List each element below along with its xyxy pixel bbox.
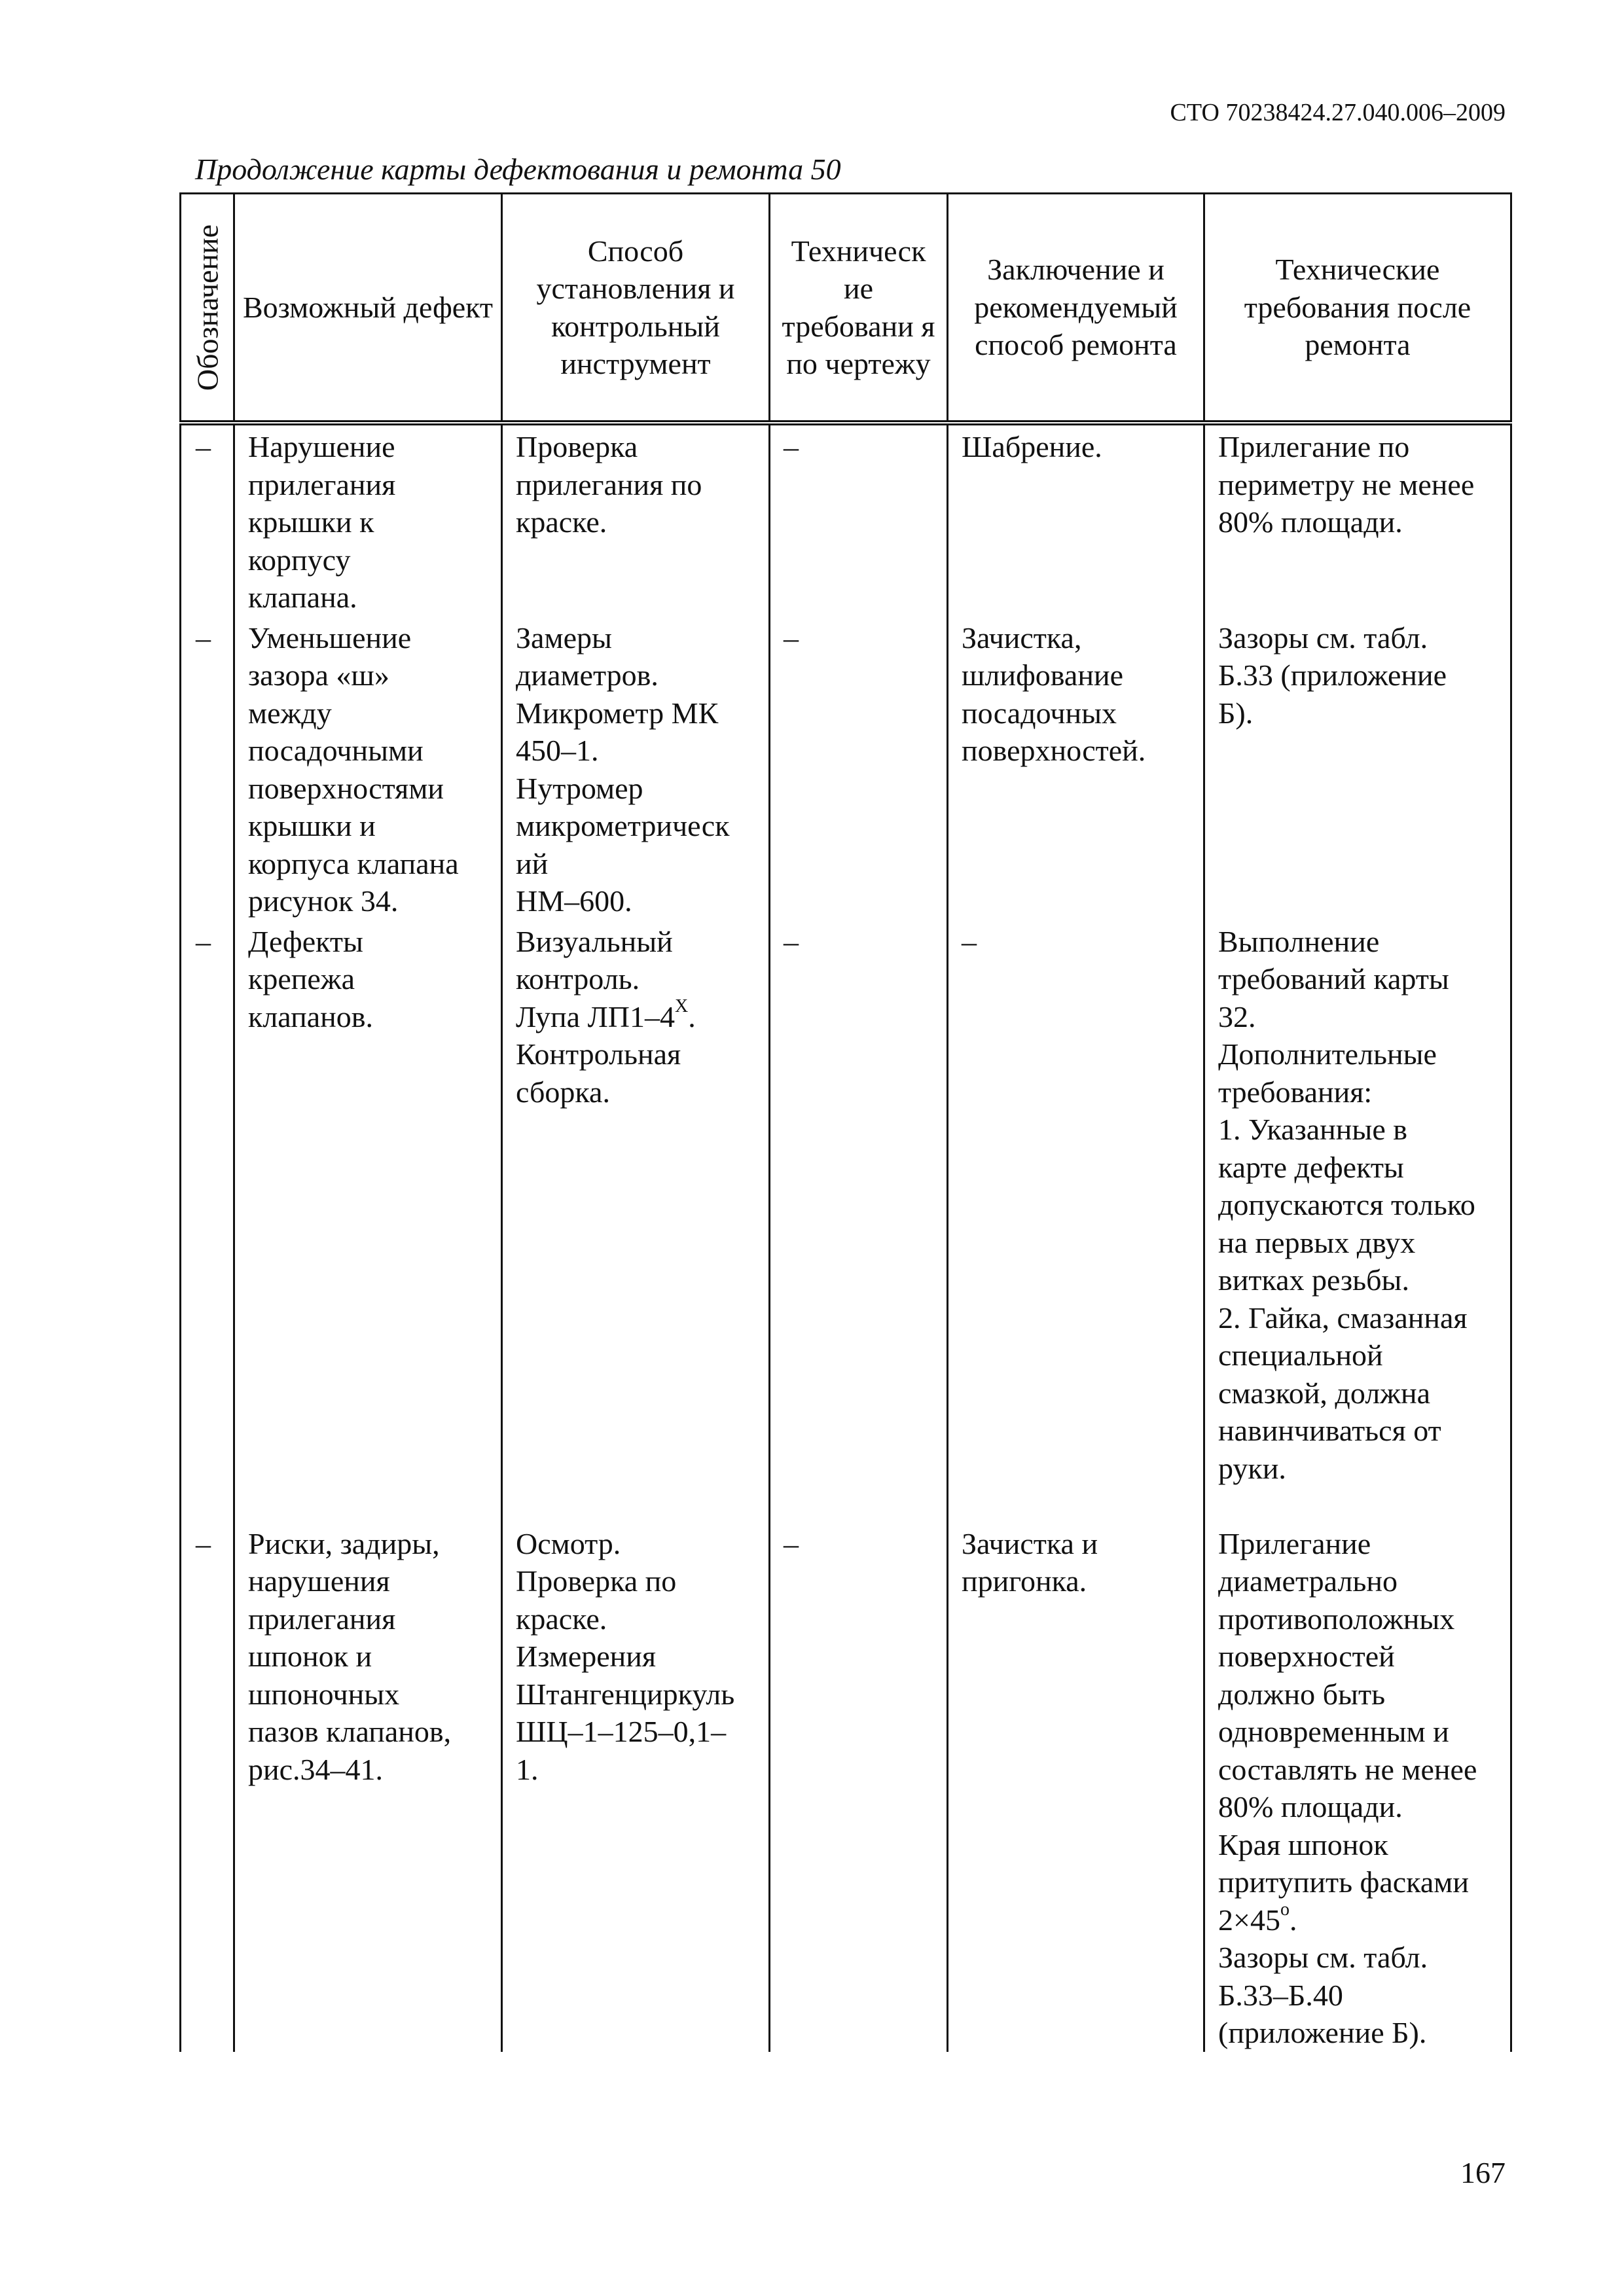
- row-defect: Риски, задиры, нарушения прилегания шпонок и шпоночных пазов клапанов, рис.34–41.: [248, 1526, 452, 1786]
- table-row: [181, 1522, 1511, 2052]
- header-after-repair: Технические требования после ремонта: [1204, 194, 1511, 423]
- row-defect: Дефекты крепежа клапанов.: [248, 924, 373, 1033]
- row-method: Проверка прилегания по краске.: [516, 430, 702, 539]
- row-after-repair: Зазоры см. табл. Б.33 (приложение Б).: [1218, 620, 1447, 730]
- header-method: Способ установления и контрольный инструмент: [502, 194, 770, 423]
- table-header-row: [181, 194, 1511, 423]
- row-drawing-requirements: –: [784, 620, 799, 655]
- table-caption: Продолжение карты дефектования и ремонта 50: [195, 152, 841, 186]
- row-repair: –: [962, 924, 977, 958]
- row-defect: Нарушение прилегания крышки к корпусу клапана.: [248, 430, 396, 614]
- row-after-repair: Выполнение требований карты 32. Дополнительные требования: 1. Указанные в карте дефекты допускаются только на первых двух витках резьбы. 2. Гайка, смазанная специальной смазкой, должна навинчиваться от руки.: [1218, 924, 1475, 1485]
- row-drawing-requirements: –: [784, 430, 799, 463]
- row-method: Осмотр. Проверка по краске. Измерения Штангенциркуль ШЦ–1–125–0,1– 1.: [516, 1526, 735, 1786]
- row-after-repair: Прилегание диаметрально противоположных поверхностей должно быть одновременным и составлять не менее 80% площади. Края шпонок притупить фасками $2\times 45^о$. Зазоры см. табл. Б.33–Б.40 (приложение Б).: [1218, 1526, 1477, 2049]
- row-repair: Шабрение.: [962, 430, 1102, 463]
- row-drawing-requirements: –: [784, 1526, 799, 1560]
- header-designation: [181, 194, 234, 423]
- magnification-superscript: Х: [675, 996, 689, 1017]
- table-row: [181, 423, 1511, 617]
- row-defect: Уменьшение зазора «ш» между посадочными поверхностями крышки и корпуса клапана рисунок 34.: [248, 620, 459, 918]
- row-designation: –: [196, 430, 211, 463]
- degree-superscript: о: [1280, 1899, 1290, 1920]
- row-designation: –: [196, 1526, 211, 1560]
- header-drawing-requirements: Техническ ие требовани я по чертежу: [770, 194, 948, 423]
- row-drawing-requirements: –: [784, 924, 799, 958]
- row-repair: Зачистка, шлифование посадочных поверхностей.: [962, 620, 1146, 767]
- page-number: 167: [1460, 2156, 1506, 2189]
- standard-code: СТО 70238424.27.040.006–2009: [1170, 99, 1506, 126]
- row-method: Замеры диаметров. Микрометр МК 450–1. Нутромер микрометрическ ий НМ–600.: [516, 620, 730, 918]
- row-method: Визуальный контроль. Лупа $ЛП1-4^Х$. Контрольная сборка.: [516, 924, 696, 1109]
- row-after-repair: Прилегание по периметру не менее 80% площади.: [1218, 430, 1475, 539]
- row-repair: Зачистка и пригонка.: [962, 1526, 1098, 1598]
- table-row: [181, 920, 1511, 1522]
- header-defect: Возможный дефект: [234, 194, 502, 423]
- defect-repair-table: [179, 192, 1512, 2052]
- header-designation-label: Обозначение: [190, 224, 224, 391]
- header-repair: Заключение и рекомендуемый способ ремонта: [948, 194, 1204, 423]
- row-designation: –: [196, 924, 211, 958]
- row-designation: –: [196, 620, 211, 655]
- table-row: [181, 617, 1511, 920]
